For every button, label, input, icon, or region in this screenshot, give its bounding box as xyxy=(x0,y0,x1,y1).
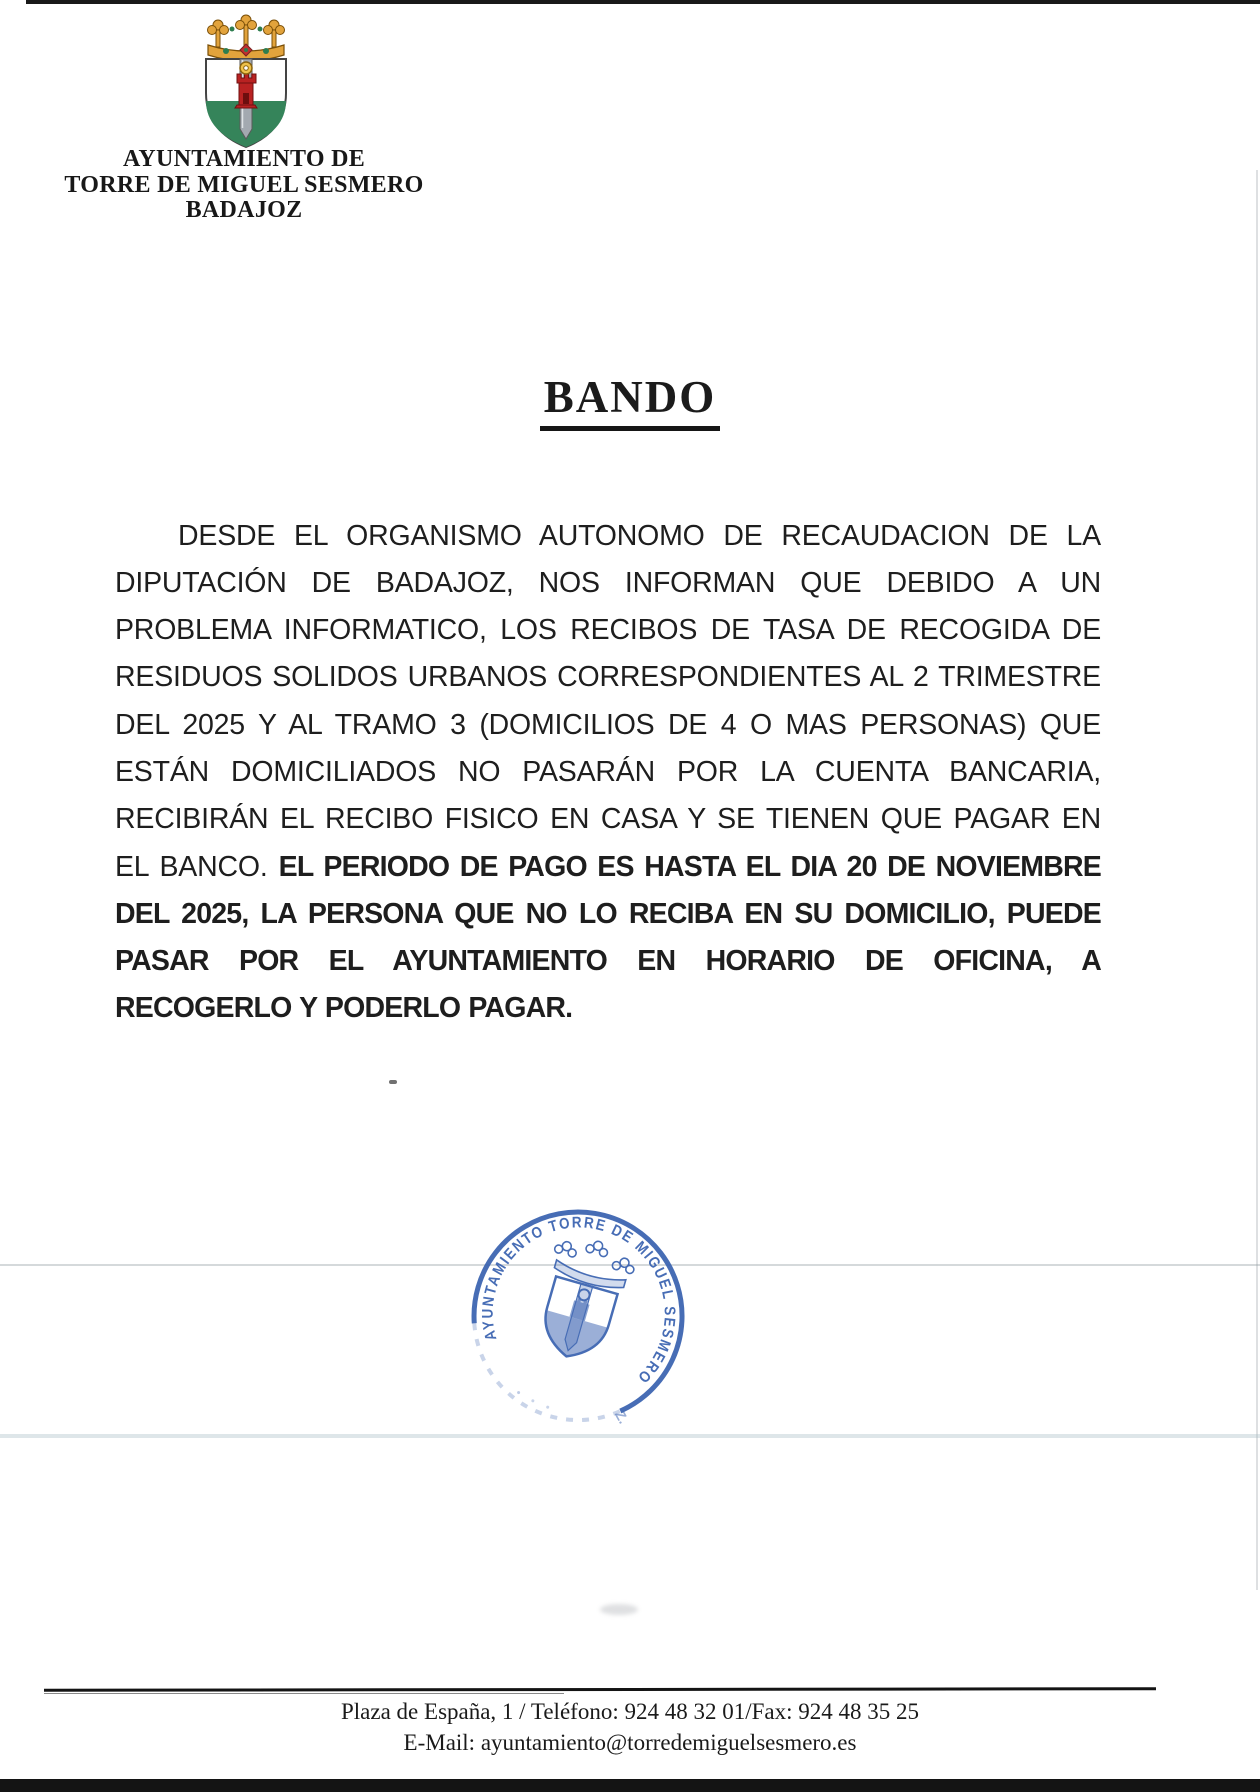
body-text-bold: EL PERIODO DE PAGO ES HASTA EL DIA 20 DE NOVIEMBRE DEL 2025, LA PERSONA QUE NO LO RECIBA EN SU DOMICILIO, PUEDE PASAR POR EL AYUNTAMIENTO EN HORARIO DE OFICINA, A RECOGERLO Y PODERLO PAGAR. xyxy=(115,850,1101,1025)
footer xyxy=(10,1696,1250,1758)
stamp-ring-text: AYUNTAMIENTO TORRE DE MIGUEL SESMERO xyxy=(479,1214,678,1389)
footer-rule-echo xyxy=(44,1693,564,1694)
letterhead xyxy=(60,147,428,224)
official-stamp-icon xyxy=(444,1182,712,1450)
body-paragraph xyxy=(115,513,1101,1033)
stamp-remnant-text: Z. xyxy=(611,1407,632,1427)
footer-address-phone: Plaza de España, 1 / Teléfono: 924 48 32 01/Fax: 924 48 35 25 xyxy=(341,1699,919,1724)
title-wrap xyxy=(0,371,1260,431)
scan-artifact-bottom-bar xyxy=(0,1779,1260,1792)
body-text-normal: DESDE EL ORGANISMO AUTONOMO DE RECAUDACION DE LA DIPUTACIÓN DE BADAJOZ, NOS INFORMAN QUE DEBIDO A UN PROBLEMA INFORMATICO, LOS RECIBOS DE TASA DE RECOGIDA DE RESIDUOS SOLIDOS URBANOS CORRESPONDIENTES AL 2 TRIMESTRE DEL 2025 Y AL TRAMO 3 (DOMICILIOS DE 4 O MAS PERSONAS) QUE ESTÁN DOMICILIADOS NO PASARÁN POR LA CUENTA BANCARIA, RECIBIRÁN EL RECIBO FISICO EN CASA Y SE TIENEN QUE PAGAR EN EL BANCO. xyxy=(115,519,1101,883)
document-title: BANDO xyxy=(540,371,721,431)
scan-artifact-smudge xyxy=(600,1604,638,1615)
municipal-crest-icon xyxy=(196,13,296,149)
scan-artifact-top-edge xyxy=(26,0,1260,4)
letterhead-line1: AYUNTAMIENTO DE xyxy=(122,146,366,172)
scan-artifact-speck xyxy=(389,1080,397,1084)
footer-email: E-Mail: ayuntamiento@torredemiguelsesmero.es xyxy=(403,1730,857,1755)
letterhead-line3: BADAJOZ xyxy=(185,197,303,223)
footer-rule xyxy=(44,1687,1156,1692)
letterhead-line2: TORRE DE MIGUEL SESMERO xyxy=(64,171,424,198)
